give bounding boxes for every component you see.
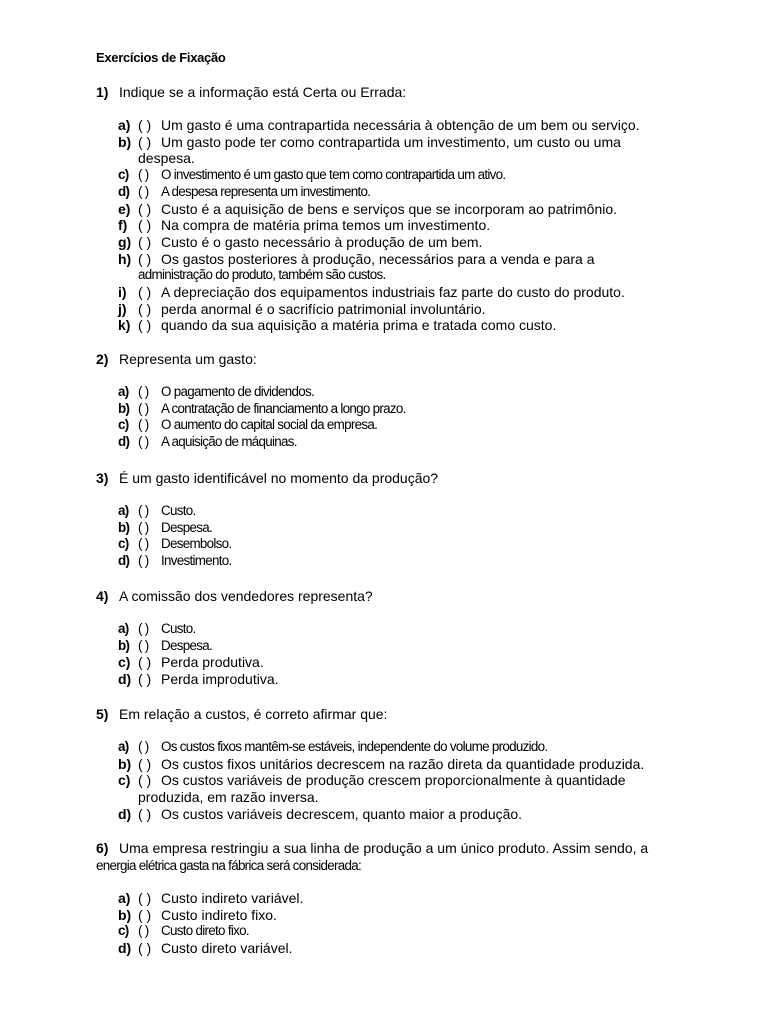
- answer-box[interactable]: ( ): [138, 217, 152, 234]
- option-4b[interactable]: [118, 638, 708, 655]
- option-letter: d): [118, 805, 132, 822]
- option-text: O pagamento de dividendos.: [161, 384, 315, 399]
- option-1k[interactable]: [118, 317, 708, 334]
- option-letter: a): [118, 739, 129, 754]
- option-letter: a): [118, 384, 129, 399]
- option-1j[interactable]: [118, 301, 708, 318]
- option-1h[interactable]: [118, 251, 708, 284]
- option-letter: a): [118, 503, 129, 518]
- option-text: Custo é a aquisição de bens e serviços que se incorporam ao patrimônio.: [161, 200, 618, 217]
- option-1i[interactable]: [118, 284, 708, 301]
- question-4-options: [96, 621, 708, 688]
- question-1-heading: [96, 84, 708, 101]
- option-text-continuation: administração do produto, também são custos.: [138, 267, 386, 283]
- option-5c[interactable]: [118, 772, 708, 805]
- question-3-heading: [96, 470, 708, 487]
- answer-box[interactable]: ( ): [138, 772, 152, 789]
- option-text: O aumento do capital social da empresa.: [161, 417, 378, 433]
- question-3-options: [96, 503, 708, 570]
- option-letter: b): [118, 906, 132, 923]
- option-1a[interactable]: [118, 117, 708, 134]
- option-text: Custo.: [161, 621, 196, 636]
- option-text: Investimento.: [161, 553, 232, 569]
- answer-box[interactable]: ( ): [138, 739, 149, 754]
- option-letter: b): [118, 519, 130, 535]
- option-text: [138, 133, 708, 167]
- option-text: O investimento é um gasto que tem como contrapartida um ativo.: [161, 167, 506, 183]
- answer-box[interactable]: ( ): [138, 317, 152, 334]
- option-letter: d): [118, 553, 130, 569]
- option-letter: d): [118, 671, 132, 688]
- question-6: [96, 840, 708, 957]
- option-1e[interactable]: [118, 201, 708, 218]
- option-text: Custo.: [161, 503, 196, 518]
- option-letter: e): [118, 200, 131, 217]
- option-letter: a): [118, 890, 131, 906]
- question-3: [96, 470, 708, 570]
- question-1: [96, 84, 708, 334]
- question-text: A comissão dos vendedores representa?: [119, 588, 373, 604]
- option-3c[interactable]: [118, 536, 708, 553]
- answer-box[interactable]: ( ): [138, 200, 152, 217]
- answer-box[interactable]: ( ): [138, 434, 149, 450]
- option-text: Despesa.: [161, 519, 212, 535]
- option-letter: f): [118, 217, 128, 234]
- option-4a[interactable]: [118, 621, 708, 638]
- question-number: 2): [96, 351, 109, 367]
- question-number: 6): [96, 840, 109, 856]
- question-number: 5): [96, 706, 109, 722]
- option-letter: c): [118, 536, 129, 552]
- question-4: [96, 588, 708, 688]
- question-6-heading: [96, 840, 708, 874]
- question-text-line: Uma empresa restringiu a sua linha de produção a um único produto. Assim sendo, a: [119, 840, 649, 856]
- option-1d[interactable]: [118, 184, 708, 201]
- option-letter: b): [118, 755, 132, 772]
- option-1g[interactable]: [118, 234, 708, 251]
- option-letter: j): [118, 300, 127, 317]
- option-letter: d): [118, 434, 130, 450]
- answer-box[interactable]: ( ): [138, 400, 149, 416]
- option-letter: d): [118, 940, 132, 957]
- answer-box[interactable]: ( ): [138, 117, 152, 133]
- question-number: 1): [96, 84, 109, 100]
- answer-box[interactable]: ( ): [138, 133, 152, 150]
- option-letter: c): [118, 417, 129, 433]
- answer-box[interactable]: ( ): [138, 805, 152, 822]
- question-2: [96, 351, 708, 451]
- answer-box[interactable]: ( ): [138, 536, 149, 552]
- option-2c[interactable]: [118, 417, 708, 434]
- option-text: Perda improdutiva.: [161, 671, 279, 688]
- option-text: Na compra de matéria prima temos um investimento.: [161, 217, 491, 234]
- page-title: Exercícios de Fixação: [96, 50, 226, 65]
- answer-box[interactable]: ( ): [138, 553, 149, 569]
- option-text: Custo direto fixo.: [161, 923, 249, 939]
- option-text: A contratação de financiamento a longo prazo.: [161, 400, 406, 416]
- option-1c[interactable]: [118, 167, 708, 184]
- question-text: Em relação a custos, é correto afirmar que:: [119, 706, 388, 722]
- question-text: [96, 840, 708, 874]
- option-1b[interactable]: [118, 134, 708, 167]
- option-text: Despesa.: [161, 637, 212, 653]
- option-text: [138, 250, 708, 284]
- answer-box[interactable]: ( ): [138, 654, 152, 671]
- option-text: Perda produtiva.: [161, 654, 264, 671]
- question-text: É um gasto identificável no momento da produção?: [119, 470, 439, 486]
- option-letter: c): [118, 772, 131, 789]
- question-2-heading: [96, 351, 708, 368]
- option-letter: a): [118, 621, 129, 636]
- option-6a[interactable]: [118, 890, 708, 907]
- option-text: Os custos fixos unitários decrescem na razão direta da quantidade produzida.: [161, 755, 645, 772]
- option-text: A depreciação dos equipamentos industriais faz parte do custo do produto.: [161, 284, 625, 301]
- question-6-options: [96, 890, 708, 957]
- option-5d[interactable]: [118, 806, 708, 823]
- option-text-continuation: produzida, em razão inversa.: [138, 789, 319, 806]
- option-letter: c): [118, 654, 131, 671]
- answer-box[interactable]: ( ): [138, 755, 152, 772]
- option-text: A aquisição de máquinas.: [161, 434, 297, 450]
- option-text: Os custos fixos mantêm-se estáveis, independente do volume produzido.: [161, 739, 548, 754]
- answer-box[interactable]: ( ): [138, 940, 152, 957]
- answer-box[interactable]: ( ): [138, 183, 149, 199]
- answer-box[interactable]: ( ): [138, 637, 149, 653]
- question-5-heading: [96, 706, 708, 723]
- option-text: Custo indireto variável.: [161, 890, 304, 906]
- option-text-line: Os gastos posteriores à produção, necessários para a venda e para a: [161, 250, 595, 267]
- answer-box[interactable]: ( ): [138, 890, 152, 906]
- option-3d[interactable]: [118, 553, 708, 570]
- option-text: A despesa representa um investimento.: [161, 183, 371, 199]
- option-text: Custo direto variável.: [161, 940, 293, 957]
- option-letter: c): [118, 167, 129, 183]
- option-4d[interactable]: [118, 671, 708, 688]
- answer-box[interactable]: ( ): [138, 300, 152, 317]
- answer-box[interactable]: ( ): [138, 167, 149, 183]
- answer-box[interactable]: ( ): [138, 384, 149, 399]
- question-text: Representa um gasto:: [119, 351, 257, 367]
- option-text: Desembolso.: [161, 536, 232, 552]
- question-5: [96, 706, 708, 823]
- question-2-options: [96, 384, 708, 451]
- answer-box[interactable]: ( ): [138, 923, 149, 939]
- option-text: Os custos variáveis decrescem, quanto maior a produção.: [161, 805, 523, 822]
- option-text: perda anormal é o sacrifício patrimonial involuntário.: [161, 300, 486, 317]
- answer-box[interactable]: ( ): [138, 503, 149, 518]
- option-text: quando da sua aquisição a matéria prima e tratada como custo.: [161, 317, 557, 334]
- option-2b[interactable]: [118, 401, 708, 418]
- option-letter: b): [118, 400, 130, 416]
- question-text: Indique se a informação está Certa ou Errada:: [119, 84, 407, 100]
- answer-box[interactable]: ( ): [138, 671, 152, 688]
- option-6b[interactable]: [118, 907, 708, 924]
- answer-box[interactable]: ( ): [138, 417, 149, 433]
- question-1-options: [96, 117, 708, 334]
- option-6c[interactable]: [118, 923, 708, 940]
- option-text-continuation: despesa.: [138, 150, 195, 167]
- option-2d[interactable]: [118, 434, 708, 451]
- option-2a[interactable]: [118, 384, 708, 401]
- answer-box[interactable]: ( ): [138, 621, 149, 636]
- option-letter: i): [118, 284, 127, 301]
- option-3a[interactable]: [118, 503, 708, 520]
- option-text: Um gasto é uma contrapartida necessária à obtenção de um bem ou serviço.: [161, 117, 640, 133]
- answer-box[interactable]: ( ): [138, 519, 149, 535]
- option-text-line: Os custos variáveis de produção crescem proporcionalmente à quantidade: [161, 772, 626, 789]
- answer-box[interactable]: ( ): [138, 284, 152, 301]
- question-number: 3): [96, 470, 109, 486]
- question-number: 4): [96, 588, 109, 604]
- answer-box[interactable]: ( ): [138, 233, 152, 250]
- option-4c[interactable]: [118, 654, 708, 671]
- option-letter: a): [118, 117, 131, 133]
- option-text: Custo é o gasto necessário à produção de um bem.: [161, 233, 483, 250]
- option-5b[interactable]: [118, 756, 708, 773]
- option-5a[interactable]: [118, 739, 708, 756]
- option-6d[interactable]: [118, 940, 708, 957]
- option-letter: h): [118, 250, 132, 267]
- answer-box[interactable]: ( ): [138, 906, 152, 923]
- option-text: [138, 772, 708, 806]
- option-letter: d): [118, 183, 130, 199]
- question-5-options: [96, 739, 708, 823]
- question-text-continuation: energia elétrica gasta na fábrica será considerada:: [96, 858, 362, 873]
- option-letter: k): [118, 317, 131, 334]
- option-text-line: Um gasto pode ter como contrapartida um investimento, um custo ou uma: [161, 133, 621, 150]
- answer-box[interactable]: ( ): [138, 250, 152, 267]
- option-letter: c): [118, 923, 129, 939]
- option-letter: g): [118, 233, 132, 250]
- option-letter: b): [118, 637, 130, 653]
- option-text: Custo indireto fixo.: [161, 906, 277, 923]
- option-1f[interactable]: [118, 217, 708, 234]
- option-letter: b): [118, 133, 132, 150]
- option-3b[interactable]: [118, 520, 708, 537]
- question-4-heading: [96, 588, 708, 605]
